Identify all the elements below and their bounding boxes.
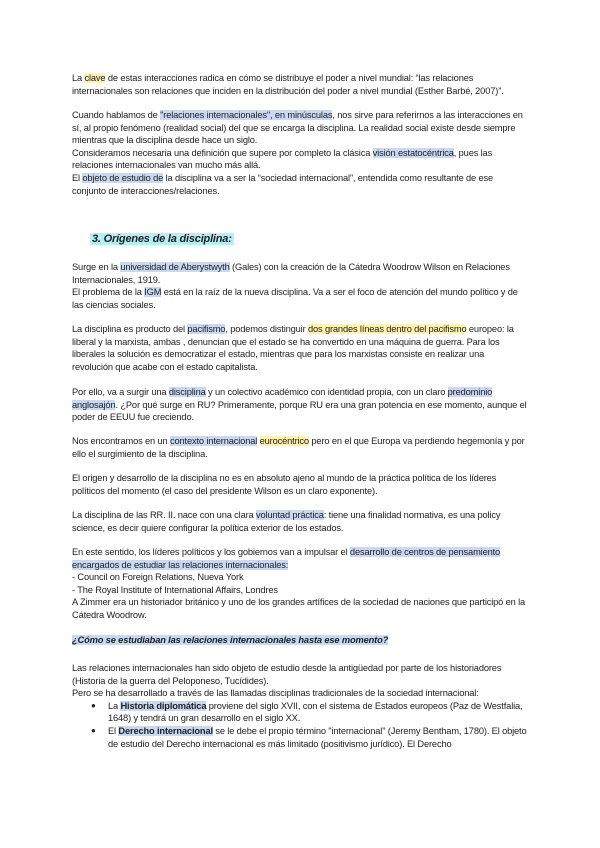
paragraph-practica-politica: El origen y desarrollo de la disciplina no es en absoluto ajeno al mundo de la práctica política de los líderes políticos del momento (el caso del presidente Wilson es un claro exponente). (72, 473, 497, 496)
paragraph-disciplina-anglosajon: Por ello, va a surgir una disciplina y un colectivo académico con identidad propia, con un claro predominio anglosajón. ¿Por qué surge en RU? Primeramente, porque RU era una gran potencia en ese momento, aunque el poder de EEUU fue creciendo. (72, 387, 527, 423)
list-item-derecho-internacional: ● El Derecho internacional se le debe el propio término "internacional" (Jeremy Bentham, 1780). El objeto de estudio del Derecho internacional es más limitado (positivismo jurídico). El Derecho (108, 725, 527, 750)
paragraph-power-distribution: La clave de estas interacciones radica en cómo se distribuye el poder a nivel mundial: “las relaciones internacionales son relaciones que inciden en la distribución del poder a nivel mundial (Esther Barbé, 2007)”. (72, 73, 504, 96)
traditional-disciplines-list (72, 700, 527, 750)
highlight-pacifismo: pacifismo (187, 324, 226, 334)
highlight-eurocentrico: eurocéntrico (259, 436, 309, 446)
paragraph-centros-pensamiento: En este sentido, los líderes políticos y los gobiernos van a impulsar el desarrollo de centros de pensamiento encargados de estudiar las relaciones internacionales: - Council on Foreign Relations, Nueva York - The Royal Institute of International Affairs, Londres A Zimmer era un historiador británico y uno de los grandes artífices de la sociedad de naciones que participó en la Cátedra Woodrow. (72, 547, 526, 620)
paragraph-pacifismo: La disciplina es producto del pacifismo, podemos distinguir dos grandes líneas dentro del pacifismo europeo: la liberal y la marxista, ambas , denuncian que el estado se ha convertido en una máquina de guerra. Para los liberales la solución es democratizar el estado, mientras que para los marxistas consiste en realizar una revolución que acabe con el estado capitalista. (72, 324, 514, 372)
list-item-royal-institute: - The Royal Institute of International Affairs, Londres (72, 584, 278, 595)
paragraph-aberystwyth: Surge en la universidad de Aberystwyth (Gales) con la creación de la Cátedra Woodrow Wilson en Relaciones Internacionales, 1919. El problema de la IGM está en la raíz de la nueva disciplina. Va a ser el foco de atención del mundo político y de las ciencias sociales. (72, 262, 518, 310)
highlight-universidad: universidad de Aberystwyth (120, 262, 230, 272)
section-heading-origins: 3. Orígenes de la disciplina: (92, 233, 232, 245)
highlight-objeto-estudio: objeto de estudio de (82, 172, 164, 183)
highlight-voluntad-practica: voluntad práctica (256, 510, 324, 520)
highlight-contexto-internacional: contexto internacional (170, 436, 258, 446)
paragraph-definitions: Cuando hablamos de "relaciones internacionales", en minúsculas, nos sirve para referirnos a las interacciones en sí, al propio fenómeno (realidad social) del que se encarga la disciplina. La realidad social existe desde siempre mientras que la disciplina desde hace un siglo. Consideramos necesaria una definición que supere por completo la clásica visión estatocéntrica, pues las relaciones internacionales van mucho más allá. El objeto de estudio de la disciplina va a ser la “sociedad internacional”, entendida como resultante de ese conjunto de interacciones/relaciones. (72, 110, 523, 196)
highlight-disciplina: disciplina (168, 387, 206, 397)
highlight-relaciones-minusculas: "relaciones internacionales", en minúsculas (160, 110, 333, 120)
question-heading: ¿Cómo se estudiaban las relaciones internacionales hasta ese momento? (72, 635, 389, 645)
list-item-historia-diplomatica: ● La Historia diplomática proviene del siglo XVII, con el sistema de Estados europeos (Paz de Westfalia, 1648) y tendrá un gran desarrollo en el siglo XX. (108, 700, 527, 725)
paragraph-estudio-historico: Las relaciones internacionales han sido objeto de estudio desde la antigüedad por parte de los historiadores (Historia de la guerra del Peloponeso, Tucídides). Pero se ha desarrollado a través de las llamadas disciplinas tradicionales de la sociedad internacional: ● La Historia diplomática proviene del siglo XVII, con el sistema de Estados europeos (Paz de Westfalia, 1648) y tendrá un gran desarrollo en el siglo XX. ● El Derecho internacional se le debe el propio término "internacional" (Jeremy Bentham, 1780). El objeto de estudio del Derecho internacional es más limitado (positivismo jurídico). El Derecho (72, 662, 527, 750)
highlight-predominio-anglosajon: predominio anglosajón (72, 387, 493, 410)
paragraph-voluntad-practica: La disciplina de las RR. II. nace con una clara voluntad práctica: tiene una finalidad normativa, es una policy science, es decir quiere configurar la política exterior de los estados. (72, 510, 501, 533)
highlight-centros-pensamiento: desarrollo de centros de pensamiento encargados de estudiar las relaciones internacionales: (72, 547, 501, 570)
highlight-vision-estatocentrica: visión estatocéntrica (372, 147, 454, 158)
highlight-lineas-pacifismo: dos grandes líneas dentro del pacifismo (307, 324, 467, 334)
highlight-igm: IGM (144, 287, 162, 298)
highlight-clave: clave (84, 73, 106, 83)
list-item-council: - Council on Foreign Relations, Nueva York (72, 572, 244, 583)
paragraph-contexto: Nos encontramos en un contexto internacional eurocéntrico pero en el que Europa va perdiendo hegemonía y por ello el surgimiento de la disciplina. (72, 436, 525, 459)
